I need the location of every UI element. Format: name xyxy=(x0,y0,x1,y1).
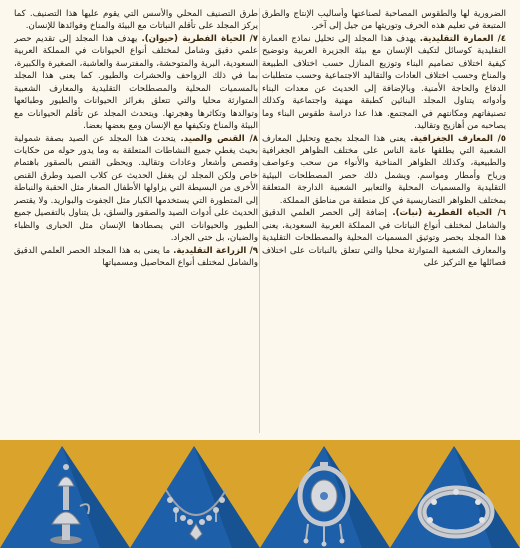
section-6-text: إضافة إلى الحصر العلمي الدقيق والشامل لمختلف أنواع النباتات في المملكة العربية السعودية، يعنى هذا المجلد بحصر وتوثيق المسميات المحلية والمصطلحات التقليدية والمعارف الشعبية المتوارثة محليا والتي تتعلق بالنباتات على اختلاف فصائلها مع التركيز على xyxy=(262,208,506,269)
artifact-image-strip xyxy=(0,440,520,548)
section-5-heading: ٥/ المعارف الجغرافية. xyxy=(410,133,506,144)
section-4-heading: ٤/ العمارة التقليدية. xyxy=(419,33,506,44)
intro-text-right: الضرورية لها والطقوس المصاحبة لصناعتها وأساليب الإنتاج والطرق المتبعة في تعليم هذه الحرف وتوريثها من جيل إلى آخر. xyxy=(262,9,506,32)
section-8-text: يتحدث هذا المجلد عن الصيد بصفة شمولية بحيث يغطي جميع النشاطات المتعلقة به وما يدور حوله من حكايات وقصص وأشعار وعادات وتقاليد. ويحظى القنص بالصقور باهتمام خاص ولكن المجلد لن يغفل الحديث عن كلاب الصيد وطرق القنص الأخرى من البسيطة التي يزاولها الأطفال الصغار مثل الحقبة والنباطة إلى المتطورة التي يستخدمها الكبار مثل الجفوت والبواريد. ولا يقتصر الحديث على أدوات الصيد والصقور والسلق، بل يتناول بالتفصيل جميع الطيور والحيوانات التي يصطادها الإنسان مثل الحبارى والظباء والضبان، بل حتى الجراد. xyxy=(14,133,258,244)
artifact-panel-2 xyxy=(130,440,260,548)
section-5-text: يعنى هذا المجلد بجمع وتحليل المعارف الشعبية التي يطلقها عامة الناس على مختلف الظواهر الجغرافية والطبيعية، وكذلك الظواهر المناخية والأنواء من سحب وعواصف ورياح وأمطار ومواسم. ويشمل ذلك حصر المصطلحات البيئية التقليدية والمسميات المحلية والتعابير الشعبية الدارجة المتعلقة بمختلف الظواهر التضاريسية في كل منطقة من مناطق المملكة. xyxy=(262,133,506,206)
section-4-text: يهدف هذا المجلد إلى تحليل نماذج العمارة التقليدية كوسائل لتكيف الإنسان مع بيئة الجزيرة العربية وتوضيح كيفية اختلاف تصاميم البناء وتوزيع المنازل حسب اختلاف الطبيعة والمناخ وحسب اختلاف العادات والتقاليد الاجتماعية وحسب متطلبات الدفاع والحاجة الأمنية. وبالإضافة إلى الحديث عن معدات البناء وأدواته يتناول المجلد البنائين كطبقة مهنية واجتماعية وكذلك تصنيفاتهم ومكانتهم في المجتمع. هذا عدا دراسة طقوس البناء وما يصاحبه من أهازيج وتقاليد. xyxy=(262,33,506,132)
section-7-text: يهدف هذا المجلد إلى تقديم حصر علمي دقيق وشامل لمختلف أنواع الحيوانات في المملكة العربية السعودية، البرية والمتوحشة، والمفترسة والعاشبة، الصغيرة والكبيرة، بما في ذلك الزواحف والحشرات والطيور. كما يعنى هذا المجلد بالمسميات المحلية والمصطلحات التقليدية والمعارف الشعبية المتوارثة محليا والتي تتعلق بغرائز الحيوانات والطيور وطبائعها وتوالدها وتكاثرها وهجرتها. ويتحدث المجلد عن تأقلم الحيوانات مع البيئة والمناخ وتكيفها مع الإنسان ومع بعضها بعضا. xyxy=(14,33,258,132)
section-8-heading: ٨/ القنص والصيد. xyxy=(180,133,258,144)
column-divider xyxy=(259,8,260,433)
section-9-text: ما يعنى به هذا المجلد الحصر العلمي الدقيق والشامل لمختلف أنواع المحاصيل ومسمياتها xyxy=(14,245,258,269)
right-text-column xyxy=(262,8,506,438)
left-text-column xyxy=(14,8,258,438)
artifact-panel-4 xyxy=(390,440,520,548)
artifact-panel-1 xyxy=(0,440,130,548)
intro-text-left: طرق التصنيف المحلي والأسس التي يقوم عليها هذا التصنيف. كما يركز المجلد على تأقلم النباتات مع البيئة والمناخ وفوائدها للإنسان. xyxy=(14,9,258,32)
section-7-heading: ٧/ الحياة الفطرية (حيوان). xyxy=(141,33,258,44)
artifact-panel-3 xyxy=(260,440,390,548)
section-9-heading: ٩/ الزراعة التقليدية. xyxy=(173,245,258,256)
section-6-heading: ٦/ الحياة الفطرية (نبات). xyxy=(392,208,506,219)
